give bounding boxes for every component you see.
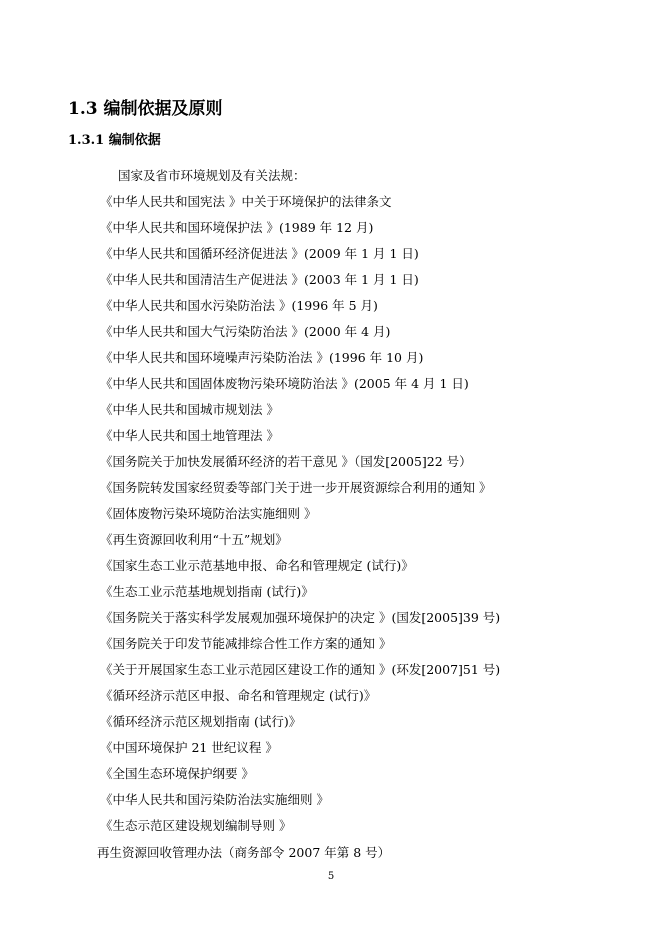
subsection-heading: 1.3.1 编制依据 xyxy=(68,133,161,148)
regulation-item: 《生态示范区建设规划编制导则 》 xyxy=(100,818,292,833)
regulation-item: 《中华人民共和国水污染防治法 》(1996 年 5 月) xyxy=(100,298,378,313)
regulation-item: 《中华人民共和国宪法 》中关于环境保护的法律条文 xyxy=(100,194,392,209)
regulation-item: 《再生资源回收利用“十五”规划》 xyxy=(100,532,288,547)
closing-regulation: 再生资源回收管理办法（商务部令 2007 年第 8 号） xyxy=(97,845,391,860)
section-heading: 1.3 编制依据及原则 xyxy=(68,99,223,119)
regulation-item: 《循环经济示范区申报、命名和管理规定 (试行)》 xyxy=(100,688,377,703)
regulation-item: 《中国环境保护 21 世纪议程 》 xyxy=(100,740,278,755)
regulation-item: 《生态工业示范基地规划指南 (试行)》 xyxy=(100,584,314,599)
regulation-item: 《固体废物污染环境防治法实施细则 》 xyxy=(100,506,317,521)
regulation-item: 《中华人民共和国环境噪声污染防治法 》(1996 年 10 月) xyxy=(100,350,424,365)
regulation-item: 《中华人民共和国固体废物污染环境防治法 》(2005 年 4 月 1 日) xyxy=(100,376,469,391)
regulation-item: 《全国生态环境保护纲要 》 xyxy=(100,766,254,781)
regulation-item: 《国务院关于落实科学发展观加强环境保护的决定 》(国发[2005]39 号) xyxy=(100,610,501,625)
regulation-item: 《国家生态工业示范基地申报、命名和管理规定 (试行)》 xyxy=(100,558,414,573)
regulation-item: 《中华人民共和国清洁生产促进法 》(2003 年 1 月 1 日) xyxy=(100,272,419,287)
intro-paragraph: 国家及省市环境规划及有关法规： xyxy=(118,168,306,183)
regulation-item: 《国务院关于加快发展循环经济的若干意见 》（国发[2005]22 号） xyxy=(100,454,472,469)
regulation-item: 《中华人民共和国土地管理法 》 xyxy=(100,428,279,443)
page-number: 5 xyxy=(327,871,335,882)
regulation-item: 《中华人民共和国大气污染防治法 》(2000 年 4 月) xyxy=(100,324,391,339)
regulation-item: 《国务院转发国家经贸委等部门关于进一步开展资源综合利用的通知 》 xyxy=(100,480,492,495)
regulation-item: 《中华人民共和国城市规划法 》 xyxy=(100,402,279,417)
regulation-item: 《中华人民共和国污染防治法实施细则 》 xyxy=(100,792,329,807)
regulation-item: 《国务院关于印发节能减排综合性工作方案的通知 》 xyxy=(100,636,392,651)
regulation-item: 《中华人民共和国环境保护法 》(1989 年 12 月) xyxy=(100,220,374,235)
regulation-item: 《关于开展国家生态工业示范园区建设工作的通知 》(环发[2007]51 号) xyxy=(100,662,501,677)
regulation-item: 《中华人民共和国循环经济促进法 》(2009 年 1 月 1 日) xyxy=(100,246,419,261)
regulation-item: 《循环经济示范区规划指南 (试行)》 xyxy=(100,714,302,729)
regulation-list xyxy=(100,192,500,842)
